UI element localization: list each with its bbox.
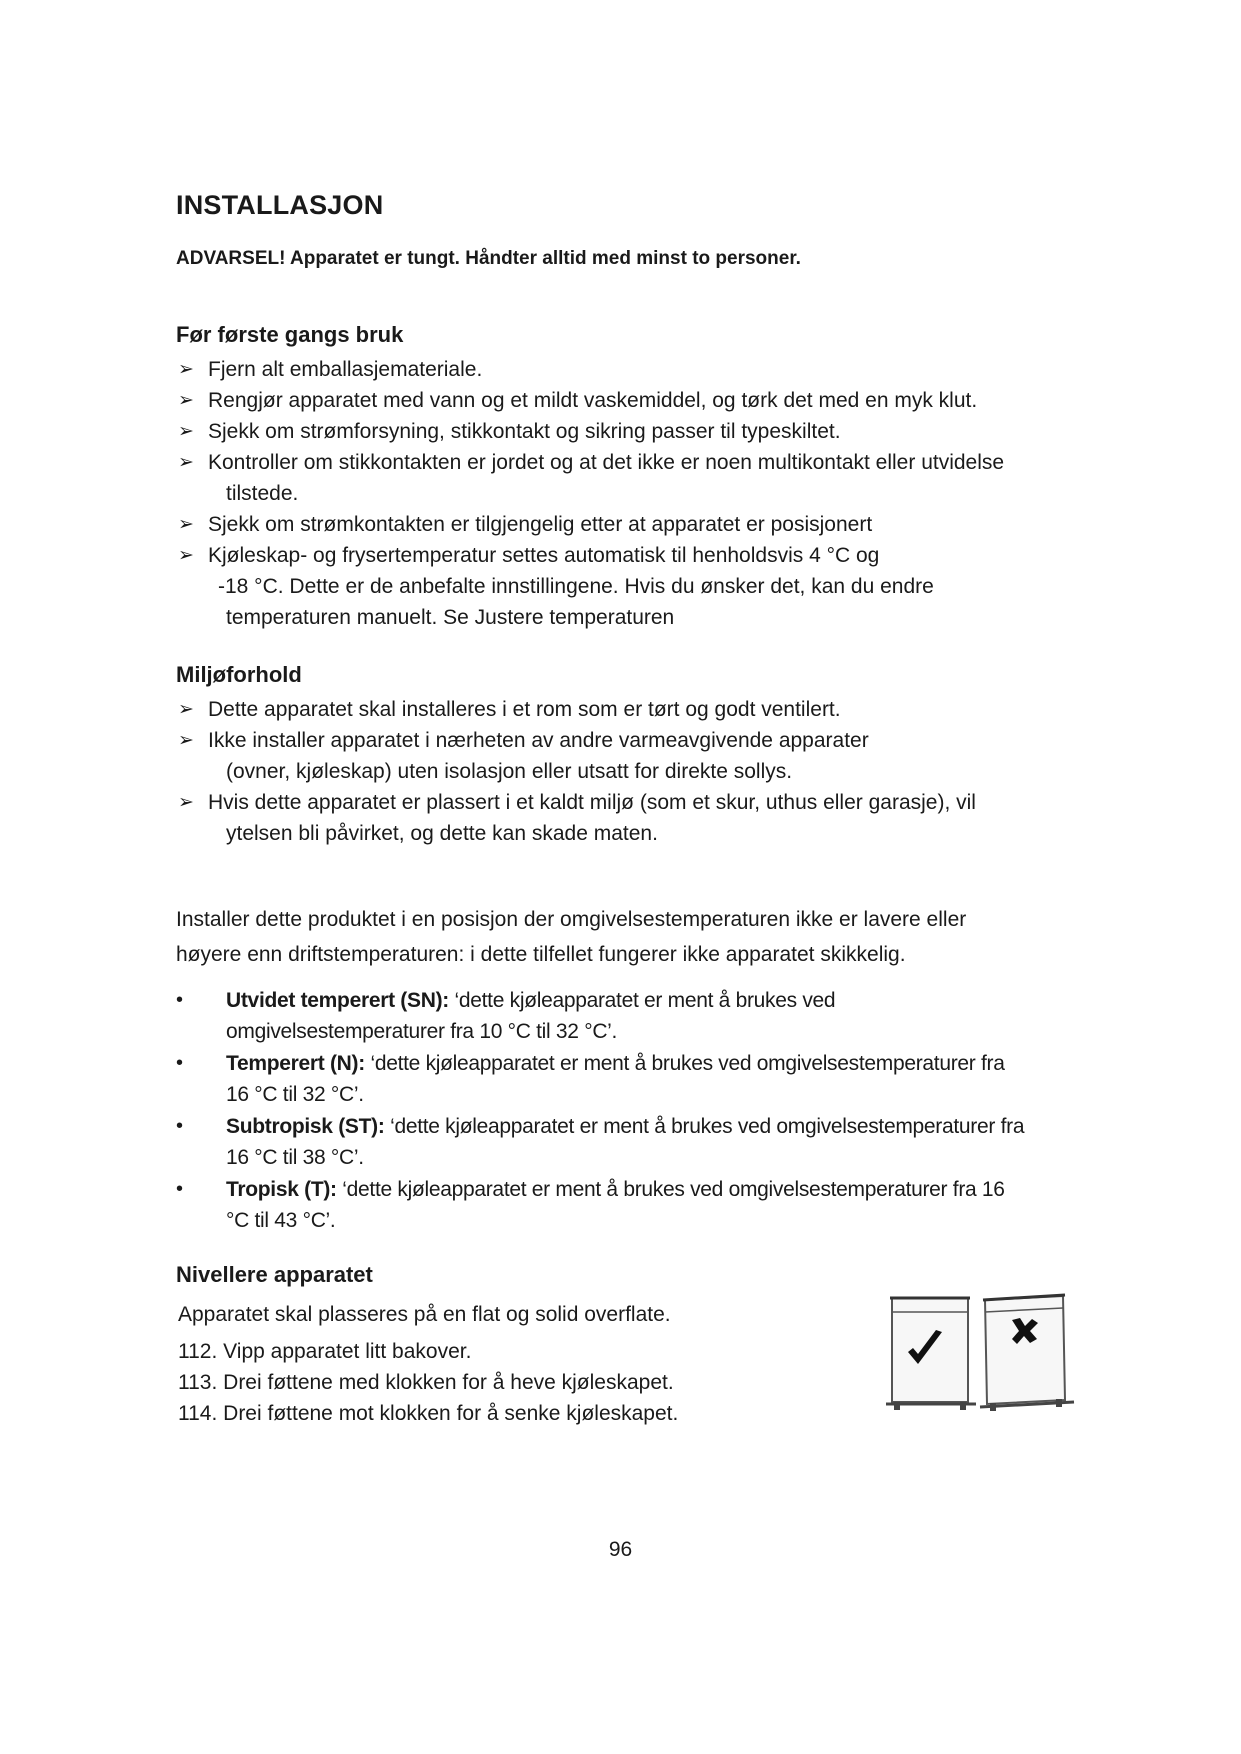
arrow-bullet-icon: ➢ <box>178 730 194 751</box>
list-item: • Tropisk (T): ‘dette kjøleapparatet er ment å brukes ved omgivelsestemperaturer fra 16 °C til 43 °C’. <box>176 1174 1096 1236</box>
list-item: ➢ Kontroller om stikkontakten er jordet og at det ikke er noen multikontakt eller utvidelse tilstede. <box>176 447 1136 509</box>
list-item: ➢ Kjøleskap- og frysertemperatur settes automatisk til henholdsvis 4 °C og -18 °C. Dette er de anbefalte innstillingene. Hvis du ønsker det, kan du endre temperaturen manuelt. Se Justere temperaturen <box>176 540 1136 633</box>
arrow-bullet-icon: ➢ <box>178 359 194 380</box>
arrow-bullet-icon: ➢ <box>178 699 194 720</box>
arrow-bullet-icon: ➢ <box>178 545 194 566</box>
leveling-illustration <box>880 1290 1080 1420</box>
bullet-icon: • <box>176 1052 183 1074</box>
list-item: 114. Drei føttene mot klokken for å senke kjøleskapet. <box>178 1402 679 1425</box>
section-heading-leveling: Nivellere apparatet <box>176 1262 373 1287</box>
leveling-intro: Apparatet skal plasseres på en flat og solid overflate. <box>178 1303 671 1326</box>
ambient-temperature-intro: Installer dette produktet i en posisjon der omgivelsestemperaturen ikke er lavere eller høyere enn driftstemperaturen: i dette tilfellet fungerer ikke apparatet skikkelig. <box>176 908 967 966</box>
list-item: ➢ Rengjør apparatet med vann og et mildt vaskemiddel, og tørk det med en myk klut. <box>176 385 1136 416</box>
bullet-icon: • <box>176 1178 183 1200</box>
bullet-icon: • <box>176 1115 183 1137</box>
list-item: ➢ Hvis dette apparatet er plassert i et kaldt miljø (som et skur, uthus eller garasje), vil ytelsen bli påvirket, og dette kan skade maten. <box>176 787 1136 849</box>
list-item: • Temperert (N): ‘dette kjøleapparatet er ment å brukes ved omgivelsestemperaturer fra 16 °C til 32 °C’. <box>176 1048 1096 1110</box>
arrow-bullet-icon: ➢ <box>178 421 194 442</box>
first-use-list <box>176 354 1136 633</box>
list-item: ➢ Sjekk om strømkontakten er tilgjengelig etter at apparatet er posisjonert <box>176 509 1136 540</box>
list-item: 113. Drei føttene med klokken for å heve kjøleskapet. <box>178 1371 674 1394</box>
page-title: INSTALLASJON <box>176 190 384 220</box>
environment-list <box>176 694 1136 849</box>
list-item: 112. Vipp apparatet litt bakover. <box>178 1340 472 1363</box>
leveling-steps <box>178 1336 678 1429</box>
list-item: ➢ Fjern alt emballasjemateriale. <box>176 354 1136 385</box>
fridge-tilted-illustration <box>980 1295 1074 1411</box>
list-item: • Subtropisk (ST): ‘dette kjøleapparatet er ment å brukes ved omgivelsestemperaturer fra 16 °C til 38 °C’. <box>176 1111 1096 1173</box>
list-item: ➢ Dette apparatet skal installeres i et rom som er tørt og godt ventilert. <box>176 694 1136 725</box>
bullet-icon: • <box>176 989 183 1011</box>
list-item: • Utvidet temperert (SN): ‘dette kjøleapparatet er ment å brukes ved omgivelsestemperaturer fra 10 °C til 32 °C’. <box>176 985 1096 1047</box>
arrow-bullet-icon: ➢ <box>178 390 194 411</box>
section-heading-environment: Miljøforhold <box>176 662 302 687</box>
climate-class-list <box>176 985 1096 1237</box>
list-item: ➢ Sjekk om strømforsyning, stikkontakt og sikring passer til typeskiltet. <box>176 416 1136 447</box>
list-item: ➢ Ikke installer apparatet i nærheten av andre varmeavgivende apparater (ovner, kjøleskap) uten isolasjon eller utsatt for direkte sollys. <box>176 725 1136 787</box>
arrow-bullet-icon: ➢ <box>178 792 194 813</box>
arrow-bullet-icon: ➢ <box>178 514 194 535</box>
fridge-level-illustration <box>886 1298 976 1410</box>
section-heading-first-use: Før første gangs bruk <box>176 322 404 347</box>
arrow-bullet-icon: ➢ <box>178 452 194 473</box>
page-number: 96 <box>608 1538 633 1561</box>
warning-text: ADVARSEL! Apparatet er tungt. Håndter alltid med minst to personer. <box>176 248 801 269</box>
